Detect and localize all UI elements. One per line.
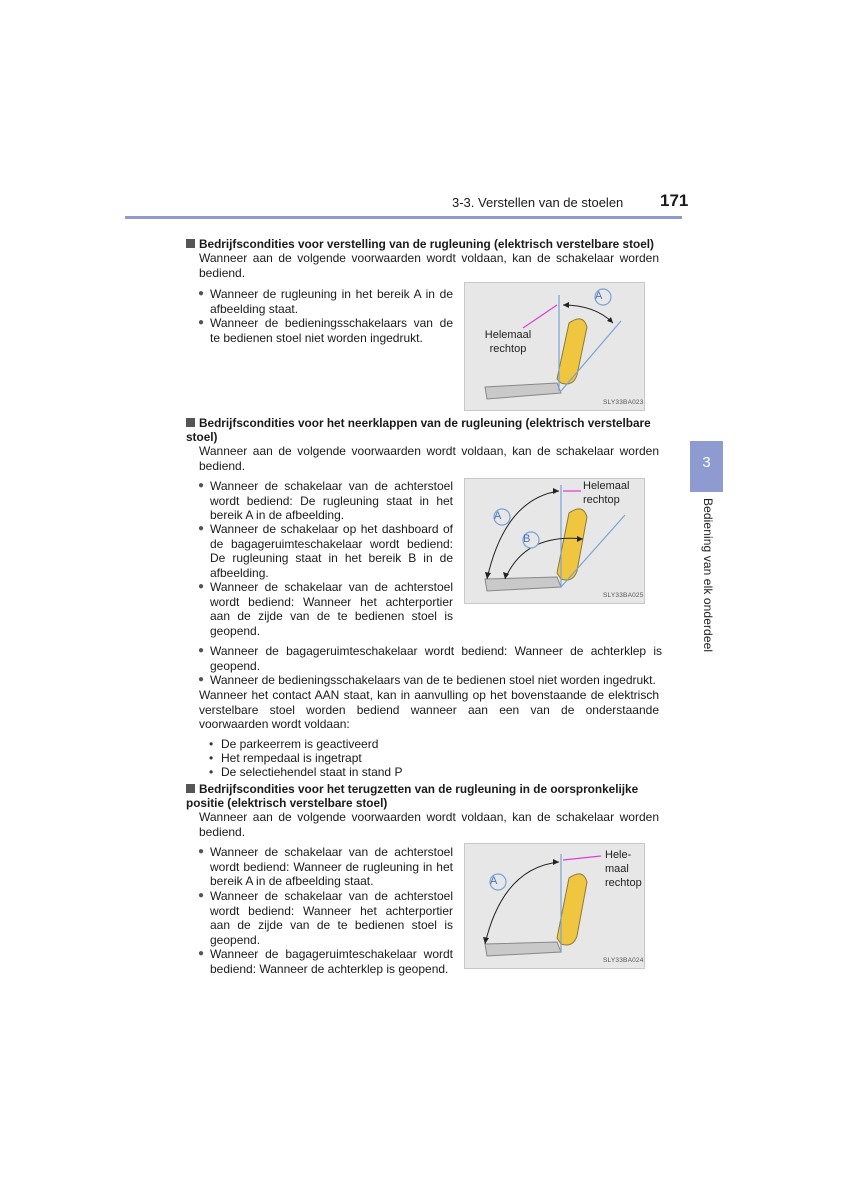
figure-code: SLY33BA023: [603, 399, 644, 406]
section-intro: Wanneer aan de volgende voorwaarden wordt voldaan, kan de schakelaar worden bediend.: [199, 810, 659, 839]
bullet-item: ● Wanneer de schakelaar van de achterstoel wordt bediend: Wanneer de rugleuning in het bereik A in de afbeelding staat.: [199, 845, 453, 889]
heading-square-icon: [186, 784, 195, 793]
dash-item: • De parkeerrem is geactiveerd: [211, 737, 378, 751]
chapter-side-label: Bediening van elk onderdeel: [701, 498, 715, 653]
section-heading: Bedrijfscondities voor het terugzetten van de rugleuning in de oorspronkelijke positie (elektrisch verstelbare stoel): [186, 782, 639, 810]
bullet-item: ● Wanneer de bagageruimteschakelaar wordt bediend: Wanneer de achterklep is geopend.: [199, 947, 453, 976]
bullet-item: ● Wanneer de bagageruimteschakelaar wordt bediend: Wanneer de achterklep is geopend.: [199, 644, 662, 673]
bullet-item: ● Wanneer de schakelaar op het dashboard of de bagageruimteschakelaar wordt bediend: De rugleuning staat in het bereik B in de afbeelding.: [199, 522, 453, 580]
bullet-item: ● Wanneer de bedieningsschakelaars van de te bedienen stoel niet worden ingedrukt.: [199, 316, 453, 345]
upright-label: Hele-maal rechtop: [605, 849, 642, 889]
upright-label: Helemaal rechtop: [583, 480, 630, 506]
page-number: 171: [660, 191, 689, 210]
seat-figure-1: [464, 282, 645, 411]
section-heading: Bedrijfscondities voor verstelling van de rugleuning (elektrisch verstelbare stoel): [186, 237, 666, 251]
section-heading: Bedrijfscondities voor het neerklappen van de rugleuning (elektrisch verstelbare stoel): [186, 416, 651, 444]
section-intro: Wanneer aan de volgende voorwaarden wordt voldaan, kan de schakelaar worden bediend.: [199, 444, 659, 473]
figure-code: SLY33BA024: [603, 957, 644, 964]
dash-item: • Het rempedaal is ingetrapt: [211, 751, 362, 765]
chapter-tab: 3: [690, 441, 723, 492]
heading-square-icon: [186, 239, 195, 248]
section-intro: Wanneer aan de volgende voorwaarden wordt voldaan, kan de schakelaar worden bediend.: [199, 251, 659, 280]
bullet-item: ● Wanneer de schakelaar van de achterstoel wordt bediend: Wanneer het achterportier aan de zijde van de te bedienen stoel is geopend.: [199, 889, 453, 947]
bullet-item: ● Wanneer de schakelaar van de achterstoel wordt bediend: Wanneer het achterportier aan de zijde van de te bedienen stoel is geopend.: [199, 580, 453, 638]
figure-code: SLY33BA025: [603, 592, 644, 599]
range-label-a: A: [494, 510, 502, 522]
bullet-item: ● Wanneer de bedieningsschakelaars van de te bedienen stoel niet worden ingedrukt.: [199, 673, 662, 688]
bullet-item: ● Wanneer de rugleuning in het bereik A in de afbeelding staat.: [199, 287, 453, 316]
range-label-a: A: [595, 290, 603, 302]
dash-item: • De selectiehendel staat in stand P: [211, 765, 402, 779]
additional-conditions: Wanneer het contact AAN staat, kan in aanvulling op het bovenstaande de elektrisch verstelbare stoel worden bediend wanneer aan een van de onderstaande voorwaarden wordt voldaan:: [199, 688, 659, 731]
section-title: 3-3. Verstellen van de stoelen: [452, 195, 624, 210]
seat-figure-2: [464, 478, 645, 604]
upright-label: Helemaal rechtop: [484, 329, 532, 355]
range-label-b: B: [523, 533, 531, 545]
seat-figure-3: [464, 843, 645, 969]
header-rule: [125, 216, 682, 219]
range-label-a: A: [490, 875, 498, 887]
heading-square-icon: [186, 418, 195, 427]
bullet-item: ● Wanneer de schakelaar van de achterstoel wordt bediend: De rugleuning staat in het bereik A in de afbeelding.: [199, 479, 453, 523]
